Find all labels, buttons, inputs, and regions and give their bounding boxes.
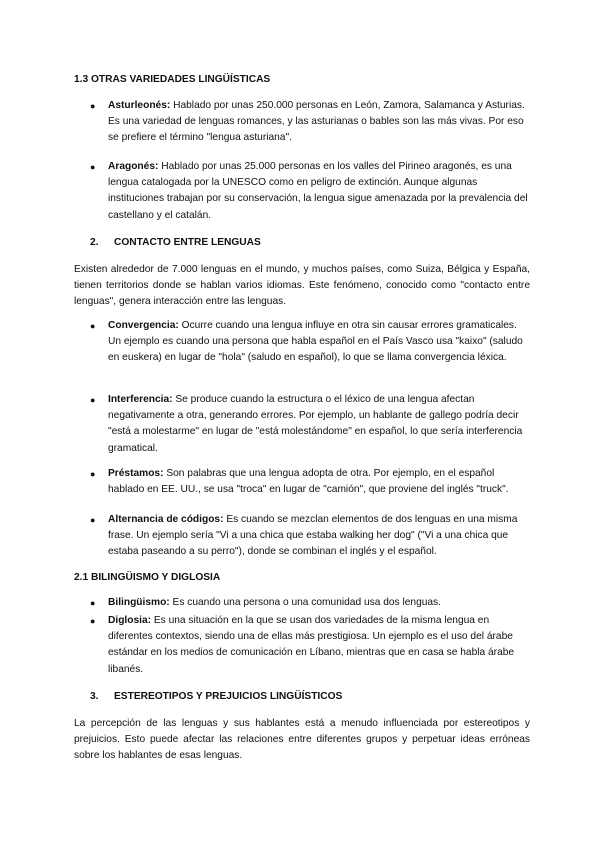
- bullet-icon: ●: [90, 101, 96, 111]
- term-description: Es una situación en la que se usan dos variedades de la misma lengua en diferentes contextos, siendo una de ellas más prestigiosa. Un ejemplo es el uso del árabe estándar en los medios de comunicación en Líbano, mientras que en casa se habla árabe libanés.: [108, 615, 515, 675]
- term-description: Hablado por unas 250.000 personas en León, Zamora, Salamanca y Asturias. Es una variedad de lenguas romances, y las asturianas o bables son las más vivas. Por eso se prefiere el término "lengua asturiana".: [108, 100, 525, 144]
- term-description: Hablado por unas 25.000 personas en los valles del Pirineo aragonés, es una lengua catalogada por la UNESCO como en peligro de extinción. Aunque algunas instituciones trabajan por su conservación, la lengua sigue amenazada por la prevalencia del castellano y el catalán.: [108, 161, 528, 221]
- list-item-diglosia: [90, 613, 530, 679]
- heading-text: 2.1 BILINGÜISMO Y DIGLOSIA: [74, 572, 221, 583]
- term-label: Alternancia de códigos:: [108, 514, 224, 525]
- list-item-convergencia: [90, 318, 530, 384]
- term-label: Asturleonés:: [108, 100, 171, 111]
- term-label: Bilingüismo:: [108, 597, 170, 608]
- term-description: Se produce cuando la estructura o el léxico de una lengua afectan negativamente a otra, generando errores. Por ejemplo, un hablante de gallego podría decir "está a molestarme" en lugar de "está molestándome" en español, lo que sería interferencia gramatical.: [108, 394, 523, 454]
- section-heading-3: [90, 689, 342, 705]
- bullet-icon: ●: [90, 598, 96, 608]
- bullet-icon: ●: [90, 162, 96, 172]
- bullet-icon: ●: [90, 395, 96, 405]
- heading-number: 3.: [90, 691, 99, 702]
- list-item-text: [108, 318, 528, 367]
- term-label: Convergencia:: [108, 320, 179, 331]
- term-label: Aragonés:: [108, 161, 159, 172]
- term-label: Préstamos:: [108, 468, 164, 479]
- heading-number: 2.: [90, 237, 99, 248]
- term-description: Ocurre cuando una lengua influye en otra sin causar errores gramaticales. Un ejemplo es cuando una persona que habla español en el País Vasco usa "kaixo" (saludo en euskera) en lugar de "hola" (saludo en español), lo que se llama convergencia léxica.: [108, 320, 523, 364]
- list-item-alternancia: [90, 512, 530, 562]
- list-item-text: [108, 392, 528, 457]
- bullet-icon: ●: [90, 321, 96, 331]
- section-heading-2-1: [74, 570, 220, 586]
- heading-text: ESTEREOTIPOS Y PREJUICIOS LINGÜÍSTICOS: [114, 691, 343, 702]
- list-item-text: [108, 159, 528, 224]
- list-item-text: [108, 613, 528, 678]
- heading-text: CONTACTO ENTRE LENGUAS: [114, 237, 261, 248]
- list-item-text: [108, 512, 528, 561]
- list-item-text: [108, 98, 528, 147]
- list-item-bilinguismo: [90, 595, 530, 613]
- section-heading-2: [90, 235, 261, 251]
- bullet-icon: ●: [90, 469, 96, 479]
- term-label: Diglosia:: [108, 615, 152, 626]
- term-description: Es cuando una persona o una comunidad usa dos lenguas.: [169, 597, 441, 608]
- list-item-text: [108, 595, 528, 611]
- list-item-interferencia: [90, 392, 530, 458]
- paragraph-estereotipos: La percepción de las lenguas y sus hablantes está a menudo influenciada por estereotipos y prejuicios. Esto puede afectar las relaciones entre diferentes grupos y perpetuar ideas erróneas sobre los hablantes de esas lenguas.: [74, 718, 530, 762]
- bullet-icon: ●: [90, 515, 96, 525]
- heading-text: 1.3 OTRAS VARIEDADES LINGÜÍSTICAS: [74, 74, 271, 85]
- list-item-prestamos: [90, 466, 530, 500]
- paragraph-contacto: Existen alrededor de 7.000 lenguas en el mundo, y muchos países, como Suiza, Bélgica y España, tienen territorios donde se hablan varios idiomas. Este fenómeno, conocido como "contacto entre lenguas", genera interacción entre las lenguas.: [74, 264, 530, 308]
- term-description: Son palabras que una lengua adopta de otra. Por ejemplo, en el español hablado en EE. UU., se usa "troca" en lugar de "camión", que proviene del inglés "truck".: [108, 468, 509, 496]
- section-heading-1-3: [74, 72, 270, 88]
- term-description: Es cuando se mezclan elementos de dos lenguas en una misma frase. Un ejemplo sería "Vi a una chica que estaba walking her dog" ("Vi a una chica que estaba paseando a su perro"), donde se combinan el inglés y el español.: [108, 514, 518, 558]
- list-item-text: [108, 466, 528, 498]
- list-item-asturleones: [90, 98, 530, 148]
- bullet-icon: ●: [90, 616, 96, 626]
- term-label: Interferencia:: [108, 394, 173, 405]
- list-item-aragones: [90, 159, 530, 225]
